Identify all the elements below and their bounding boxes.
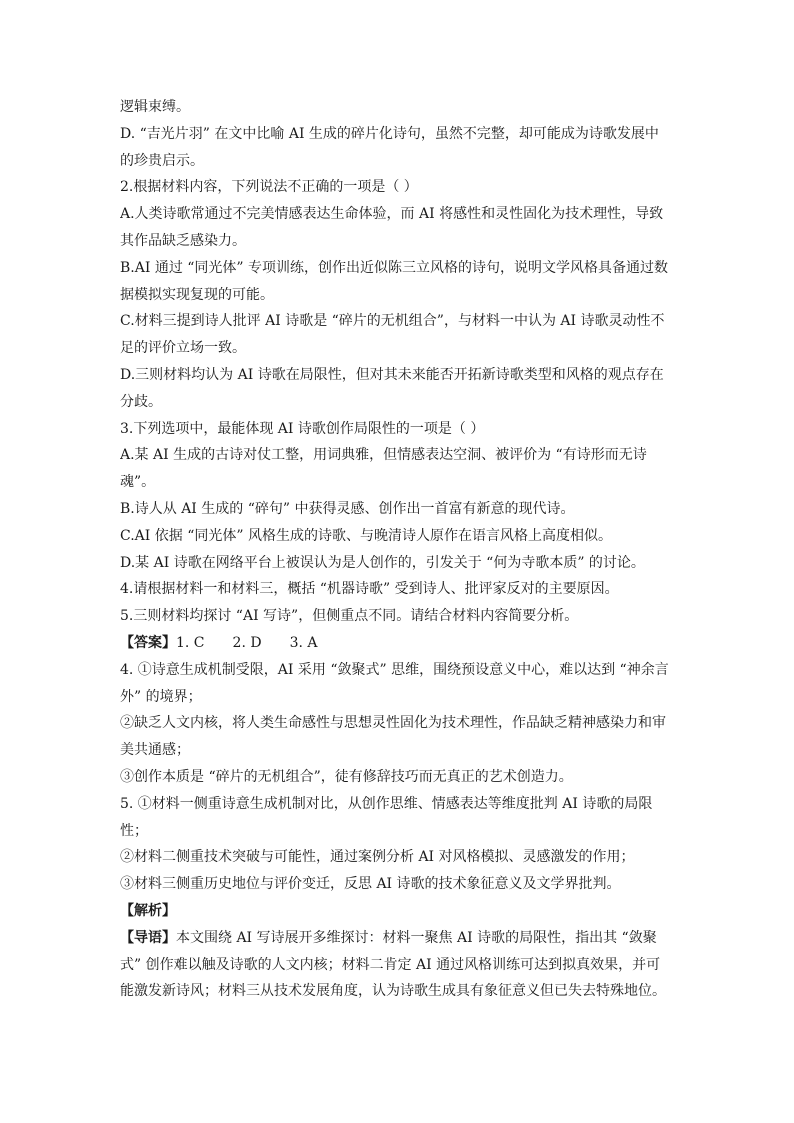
option-a-line: A.某 AI 生成的古诗对仗工整，用词典雅，但情感表达空洞、被评价为 “有诗形而无诗 [120,447,647,464]
text-line: ②材料二侧重技术突破与可能性，通过案例分析 AI 对风格模拟、灵感激发的作用； [120,849,635,866]
answer-line [120,630,676,657]
text-line: 的珍贵启示。 [120,152,204,169]
answer-5-line: 5. ①材料一侧重诗意生成机制对比，从创作思维、情感表达等维度批判 AI 诗歌的局限 [120,795,653,812]
answer-item: 2. D [232,634,262,651]
text-line: 能激发新诗风；材料三从技术发展角度，认为诗歌生成具有象征意义但已失去特殊地位。 [120,983,666,1000]
option-a-line: A.人类诗歌常通过不完美情感表达生命体验，而 AI 将感性和灵性固化为技术理性，导致 [120,206,664,223]
text-line: 外” 的境界； [120,688,202,705]
text-line: 据模拟实现复现的可能。 [120,286,274,303]
answer-item: 3. A [289,634,318,651]
text-line: ③创作本质是 “碎片的无机组合”，徒有修辞技巧而无真正的艺术创造力。 [120,768,573,785]
option-b-line: B.诗人从 AI 生成的 “碎句” 中获得灵感、创作出一首富有新意的现代诗。 [120,500,575,517]
guide-line [120,925,676,952]
question-4: 4.请根据材料一和材料三，概括 “机器诗歌” 受到诗人、批评家反对的主要原因。 [120,581,619,598]
option-d-line: D.三则材料均认为 AI 诗歌在局限性，但对其未来能否开拓新诗歌类型和风格的观点存在 [120,366,664,383]
text-line: 分歧。 [120,393,162,410]
analysis-heading: 【解析】 [120,902,176,919]
option-c-line: C.AI 依据 “同光体” 风格生成的诗歌、与晚清诗人原作在语言风格上高度相似。 [120,527,612,544]
option-b-line: B.AI 通过 “同光体” 专项训练，创作出近似陈三立风格的诗句，说明文学风格具备通过数 [120,259,669,276]
text-line: ②缺乏人文内核，将人类生命感性与思想灵性固化为技术理性，作品缺乏精神感染力和审 [120,715,666,732]
text-line: 逻辑束缚。 [120,99,190,115]
text-line: 其作品缺乏感染力。 [120,232,246,249]
guide-label: 【导语】 [120,929,176,946]
question-2: 2.根据材料内容，下列说法不正确的一项是（ ） [120,179,418,196]
document-body [120,94,676,1005]
guide-text: 本文围绕 AI 写诗展开多维探讨：材料一聚焦 AI 诗歌的局限性，指出其 “敛聚 [176,929,657,946]
answer-item: 1. C [176,634,205,651]
option-c-line: C.材料三提到诗人批评 AI 诗歌是 “碎片的无机组合”，与材料一中认为 AI 诗歌灵动性不 [120,313,665,330]
question-3: 3.下列选项中，最能体现 AI 诗歌创作局限性的一项是（ ） [120,420,485,437]
question-5: 5.三则材料均探讨 “AI 写诗”，但侧重点不同。请结合材料内容简要分析。 [120,608,579,625]
text-line: 性； [120,822,148,839]
option-d-line: D. “吉光片羽” 在文中比喻 AI 生成的碎片化诗句，虽然不完整，却可能成为诗歌发展中 [120,125,659,142]
text-line: 足的评价立场一致。 [120,340,246,357]
text-line: 魂”。 [120,474,156,491]
text-line: 式” 创作难以触及诗歌的人文内核；材料二肯定 AI 通过风格训练可达到拟真效果，并可 [120,956,661,973]
answer-label: 【答案】 [120,634,176,651]
answer-4-line: 4. ①诗意生成机制受限，AI 采用 “敛聚式” 思维，围绕预设意义中心，难以达到 “神余言 [120,661,669,678]
text-line: 美共通感； [120,742,190,759]
text-line: ③材料三侧重历史地位与评价变迁，反思 AI 诗歌的技术象征意义及文学界批判。 [120,876,621,893]
option-d-line: D.某 AI 诗歌在网络平台上被误认为是人创作的，引发关于 “何为寺歌本质” 的讨论。 [120,554,645,571]
